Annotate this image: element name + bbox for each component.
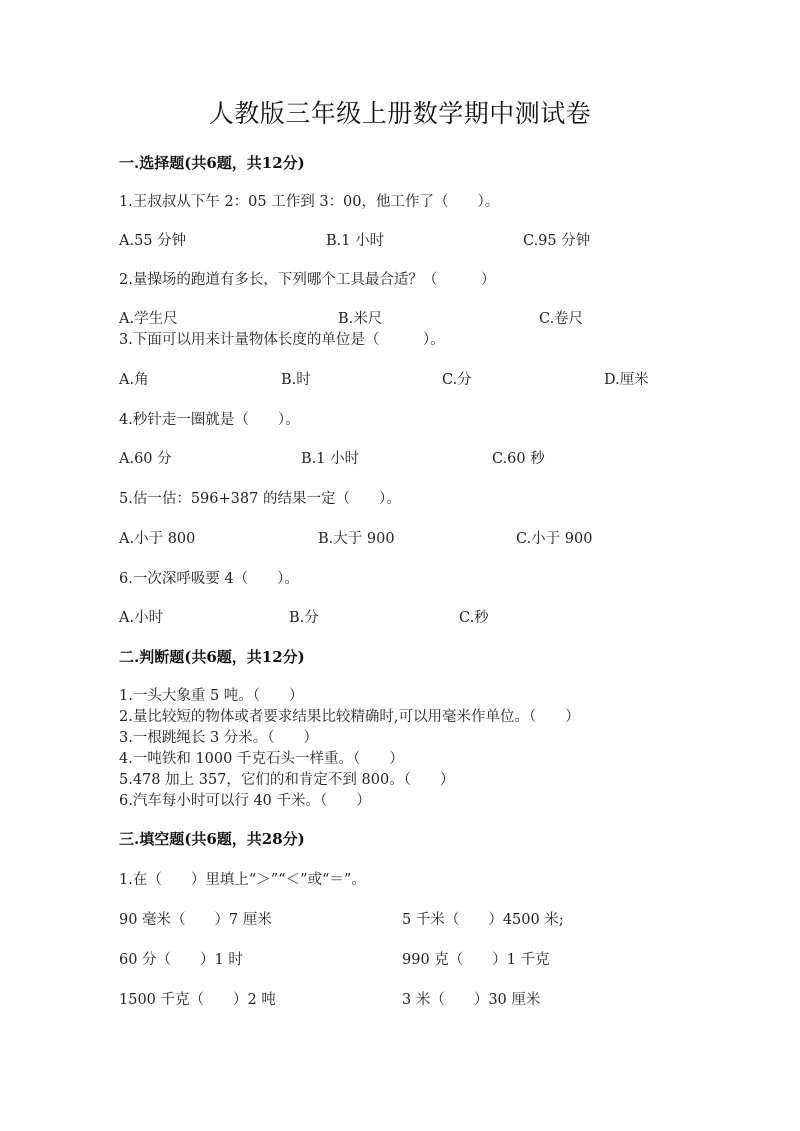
- judgement-item-6: 6.汽车每小时可以行 40 千米。（ ）: [119, 793, 371, 809]
- judgement-item-2: 2.量比较短的物体或者要求结果比较精确时,可以用毫米作单位。（ ）: [119, 709, 580, 725]
- option-2a: A.学生尺: [119, 311, 178, 327]
- fill-row-2-left: 60 分（ ）1 时: [119, 952, 243, 968]
- option-4c: C.60 秒: [492, 451, 545, 467]
- section-heading-fill: 三.填空题(共6题，共28分): [119, 830, 305, 848]
- question-1: 1.王叔叔从下午 2：05 工作到 3：00，他工作了（ ）。: [119, 194, 500, 210]
- section-heading-judgement: 二.判断题(共6题，共12分): [119, 648, 305, 666]
- judgement-item-4: 4.一吨铁和 1000 千克石头一样重。（ ）: [119, 751, 404, 767]
- option-6c: C.秒: [459, 610, 489, 626]
- fill-row-3-right: 3 米（ ）30 厘米: [402, 992, 541, 1008]
- judgement-item-1: 1.一头大象重 5 吨。（ ）: [119, 688, 304, 704]
- fill-row-2-right: 990 克（ ）1 千克: [402, 952, 550, 968]
- section-heading-choice: 一.选择题(共6题，共12分): [119, 154, 305, 172]
- option-3d: D.厘米: [604, 372, 649, 388]
- question-6: 6.一次深呼吸要 4（ ）。: [119, 571, 299, 587]
- option-3a: A.角: [119, 372, 149, 388]
- question-2: 2.量操场的跑道有多长，下列哪个工具最合适？（ ）: [119, 272, 496, 288]
- question-3: 3.下面可以用来计量物体长度的单位是（ ）。: [119, 332, 445, 348]
- judgement-item-3: 3.一根跳绳长 3 分米。（ ）: [119, 730, 319, 746]
- option-6a: A.小时: [119, 610, 164, 626]
- option-1b: B.1 小时: [326, 233, 385, 249]
- option-4b: B.1 小时: [301, 451, 360, 467]
- question-5: 5.估一估：596+387 的结果一定（ ）。: [119, 491, 401, 507]
- option-5b: B.大于 900: [318, 531, 395, 547]
- option-1c: C.95 分钟: [523, 233, 591, 249]
- option-5c: C.小于 900: [516, 531, 593, 547]
- fill-intro: 1.在（ ）里填上“＞”“＜”或“＝”。: [119, 872, 366, 888]
- question-4: 4.秒针走一圈就是（ ）。: [119, 412, 300, 428]
- option-2c: C.卷尺: [539, 311, 584, 327]
- option-2b: B.米尺: [338, 311, 383, 327]
- option-4a: A.60 分: [119, 451, 172, 467]
- judgement-item-5: 5.478 加上 357，它们的和肯定不到 800。（ ）: [119, 772, 455, 788]
- option-5a: A.小于 800: [119, 531, 196, 547]
- option-3c: C.分: [442, 372, 472, 388]
- page-title: 人教版三年级上册数学期中测试卷: [208, 99, 592, 128]
- option-3b: B.时: [281, 372, 311, 388]
- fill-row-1-left: 90 毫米（ ）7 厘米: [119, 912, 272, 928]
- option-1a: A.55 分钟: [119, 233, 187, 249]
- option-6b: B.分: [289, 610, 319, 626]
- fill-row-3-left: 1500 千克（ ）2 吨: [119, 992, 276, 1008]
- fill-row-1-right: 5 千米（ ）4500 米;: [402, 912, 564, 928]
